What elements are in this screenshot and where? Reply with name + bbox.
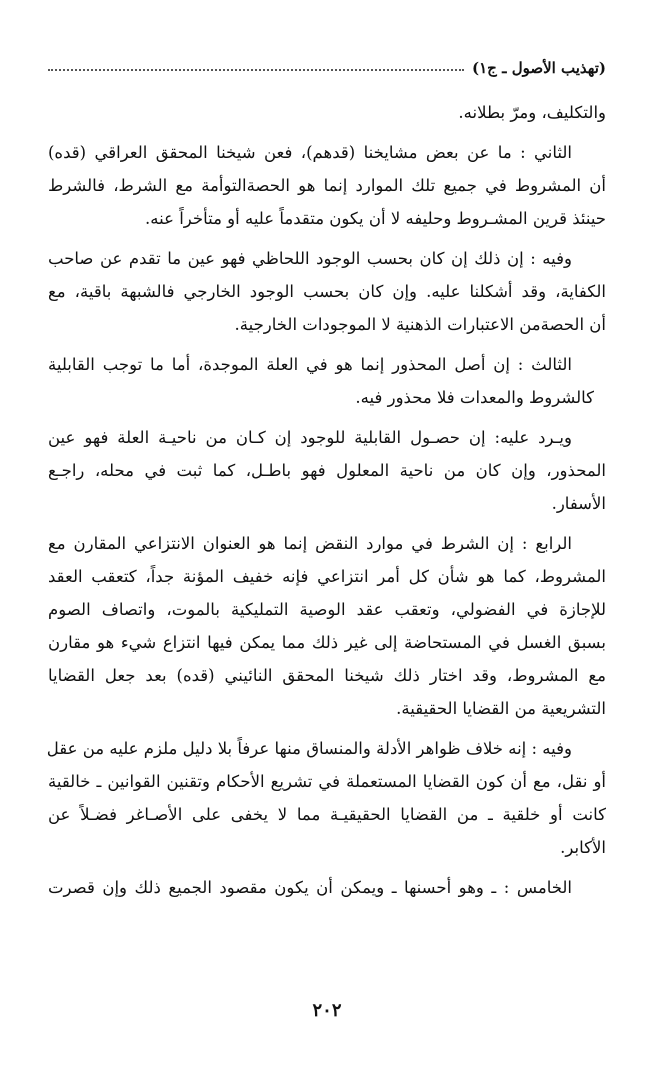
text-line: الخامس : ـ وهو أحسنها ـ ويمكن أن يكون مقصود الجميع ذلك وإن قصرت	[48, 878, 572, 897]
paragraph	[48, 527, 606, 725]
text-line: الرابع : إن الشرط في موارد النقض إنما هو العنوان الانتزاعي المقارن مع	[48, 534, 572, 553]
text-line: الأكابر.	[560, 838, 606, 857]
text-line: حينئذ قرين المشـروط وحليفه لا أن يكون متقدماً عليه أو متأخراً عنه.	[145, 209, 606, 228]
page-body	[48, 96, 606, 904]
text-line: التشريعية من القضايا الحقيقية.	[396, 699, 606, 718]
text-line: ويـرد عليه: إن حصـول القابلية للوجود إن كـان من ناحيـة العلة فهو عين	[48, 428, 572, 447]
text-line: كانت أو خلقية ـ من القضايا الحقيقيـة مما لا يخفى على الأصـاغر فضـلاً عن	[48, 805, 606, 824]
header-dotted-rule	[48, 69, 464, 71]
book-page	[48, 56, 606, 911]
text-line: بسبق الغسل في المستحاضة إلى غير ذلك مما يمكن فيها انتزاع شيء هو مقارن	[48, 633, 606, 652]
header-title: (تهذيب الأصول ـ ج١)	[472, 59, 606, 77]
paragraph	[48, 96, 606, 129]
text-line: أن الحصةمن الاعتبارات الذهنية لا الموجودات الخارجية.	[234, 315, 606, 334]
text-line: الأسفار.	[551, 494, 606, 513]
text-line: والتكليف، ومرّ بطلانه.	[458, 103, 606, 122]
text-line: الثاني : ما عن بعض مشايخنا (قدهم)، فعن شيخنا المحقق العراقي (قده)	[48, 143, 572, 162]
text-line: الكفاية، وقد أشكلنا عليه. وإن كان بحسب الوجود الخارجي فالشبهة باقية، مع	[48, 282, 606, 301]
paragraph	[48, 732, 606, 864]
text-line: كالشروط والمعدات فلا محذور فيه.	[355, 388, 594, 407]
text-line: المشروط، كما هو شأن كل أمر انتزاعي فإنه خفيف المؤنة جداً، كتعقب العقد	[48, 567, 606, 586]
text-line: للإجازة في الفضولي، وتعقب عقد الوصية التمليكية بالموت، واتصاف الصوم	[48, 600, 606, 619]
text-line: أن المشروط في جميع تلك الموارد إنما هو الحصةالتوأمة مع الشرط، فالشرط	[48, 176, 606, 195]
paragraph	[48, 871, 606, 904]
text-line: أو نقل، مع أن كون القضايا المستعملة في تشريع الأحكام وتقنين القوانين ـ خالقية	[48, 772, 606, 791]
text-line: وفيه : إنه خلاف ظواهر الأدلة والمنساق منها عرفاً بلا دليل ملزم عليه من عقل	[46, 739, 572, 758]
paragraph	[48, 421, 606, 520]
page-number: ٢٠٢	[312, 1000, 342, 1021]
paragraph	[48, 348, 606, 414]
paragraph	[48, 136, 606, 235]
paragraph	[48, 242, 606, 341]
text-line: المحذور، وإن كان من ناحية المعلول فهو باطـل، كما ثبت في محله، راجـع	[48, 461, 606, 480]
text-line: الثالث : إن أصل المحذور إنما هو في العلة الموجدة، أما ما توجب القابلية	[48, 355, 572, 374]
text-line: مع المشروط، وقد اختار ذلك شيخنا المحقق النائيني (قده) بعد جعل القضايا	[48, 666, 606, 685]
running-header	[48, 56, 606, 80]
text-line: وفيه : إن ذلك إن كان بحسب الوجود اللحاظي فهو عين ما تقدم عن صاحب	[48, 249, 572, 268]
